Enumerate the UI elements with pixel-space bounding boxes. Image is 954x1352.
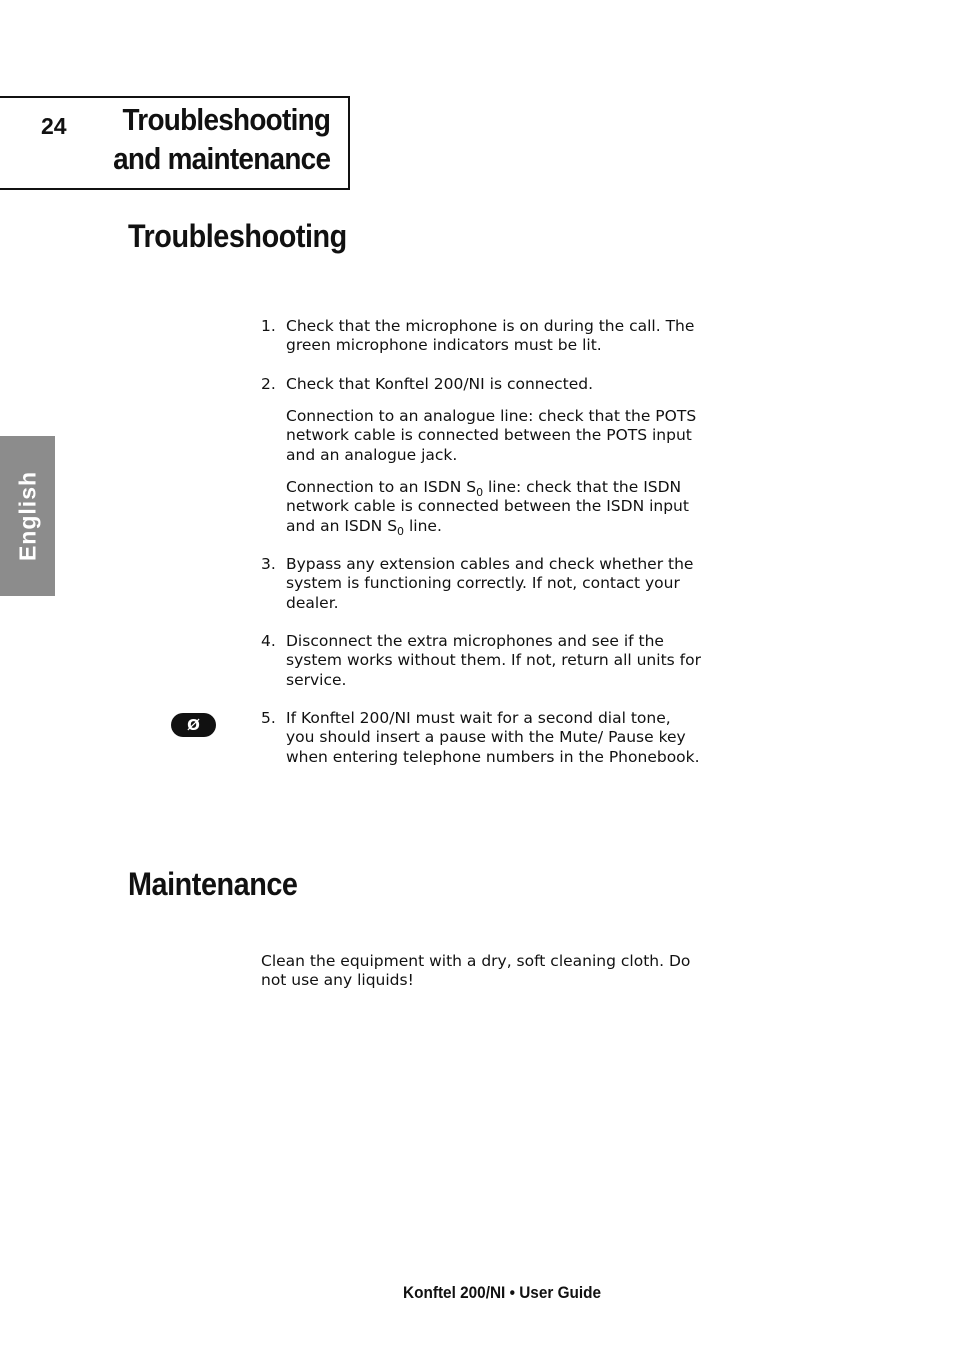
isdn-text-part2: line: check that the ISDN network cable is connected between the ISDN input and an ISDN S: [286, 478, 689, 535]
chapter-title: [113, 100, 330, 178]
page-number: 24: [41, 113, 67, 139]
isdn-text-part3: line.: [404, 516, 442, 535]
language-tab: [0, 436, 55, 596]
item-number: 3.: [261, 555, 276, 573]
item-text: Check that the microphone is on during the call. The green microphone indicators must be lit.: [286, 317, 695, 355]
troubleshooting-heading: Troubleshooting: [128, 218, 347, 254]
troubleshooting-item-1: [261, 317, 701, 356]
item-number: 2.: [261, 375, 276, 393]
troubleshooting-item-4: [261, 632, 701, 690]
isdn-connection-paragraph: [286, 478, 706, 536]
troubleshooting-item-5: [261, 709, 701, 767]
isdn-subscript-2: 0: [397, 524, 405, 538]
analogue-connection-paragraph: Connection to an analogue line: check that the POTS network cable is connected between the POTS input and an analogue jack.: [286, 407, 697, 464]
item-text: Check that Konftel 200/NI is connected.: [286, 375, 594, 393]
troubleshooting-item-2: [261, 375, 701, 394]
chapter-title-line1: Troubleshooting: [122, 102, 330, 137]
mute-pause-key-icon: Ø: [171, 713, 216, 737]
item-text: Bypass any extension cables and check whether the system is functioning correctly. If not, contact your dealer.: [286, 555, 694, 612]
isdn-subscript-1: 0: [476, 486, 484, 500]
item-text: Disconnect the extra microphones and see if the system works without them. If not, return all units for service.: [286, 632, 701, 689]
troubleshooting-item-3: [261, 555, 701, 613]
item-text: If Konftel 200/NI must wait for a second dial tone, you should insert a pause with the Mute/ Pause key when entering telephone numbers in the Phonebook.: [286, 709, 700, 766]
chapter-title-line2: and maintenance: [112, 141, 330, 176]
item-number: 1.: [261, 317, 276, 335]
item-number: 5.: [261, 709, 276, 727]
maintenance-text: Clean the equipment with a dry, soft cleaning cloth. Do not use any liquids!: [261, 952, 691, 990]
item-number: 4.: [261, 632, 276, 650]
page-footer: Konftel 200/NI • User Guide: [403, 1284, 602, 1302]
maintenance-heading: Maintenance: [128, 866, 298, 902]
language-tab-label: English: [14, 470, 40, 562]
isdn-text-part1: Connection to an ISDN S: [286, 478, 477, 496]
